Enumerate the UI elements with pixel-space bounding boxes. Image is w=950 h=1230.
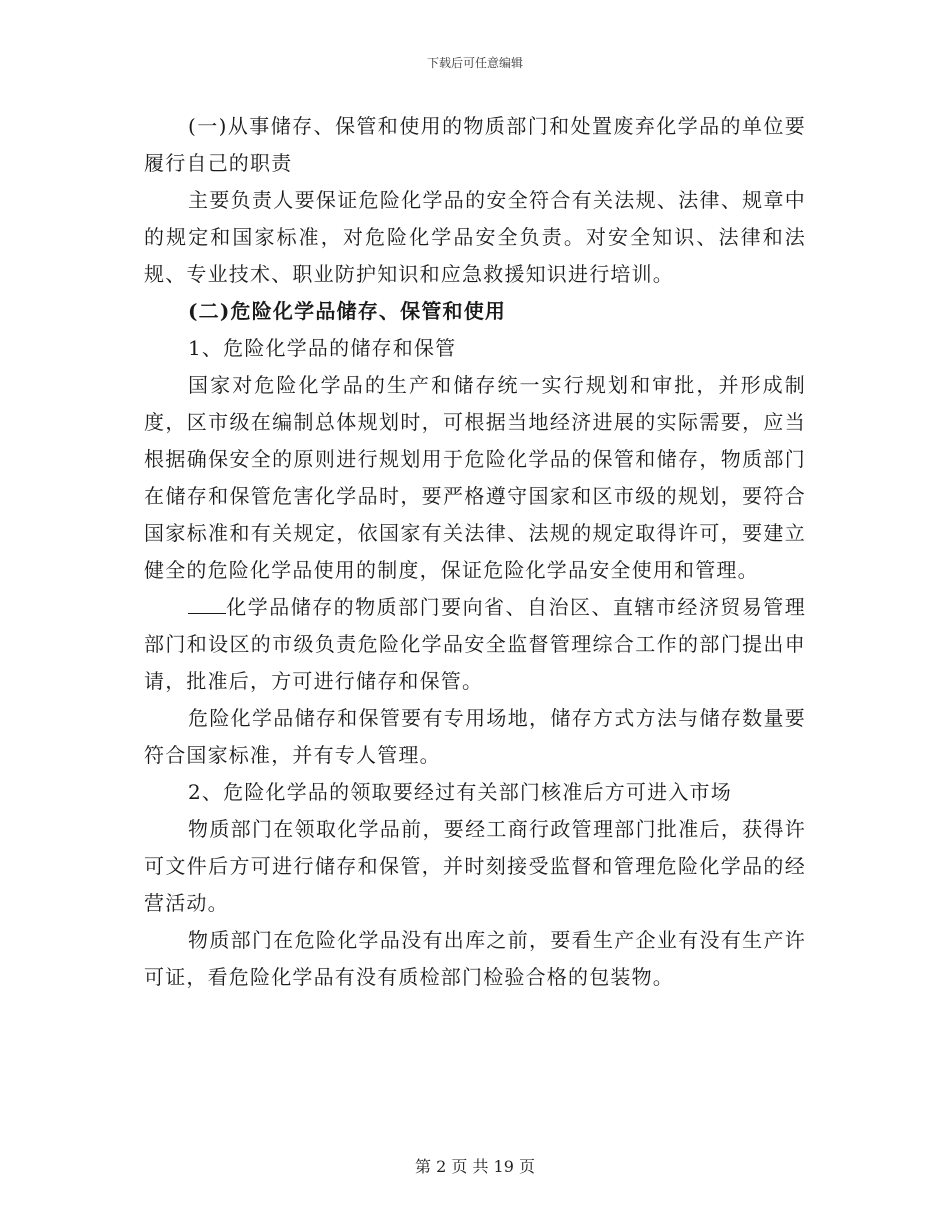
paragraph-responsibility: 主要负责人要保证危险化学品的安全符合有关法规、法律、规章中的规定和国家标准，对危险化学品安全负责。对安全知识、法律和法规、专业技术、职业防护知识和应急救援知识进行培训。 (144, 188, 806, 286)
paragraph-application-text: 化学品储存的物质部门要向省、自治区、直辖市经济贸易管理部门和设区的市级负责危险化学品安全监督管理综合工作的部门提出申请，批准后，方可进行储存和保管。 (144, 595, 806, 693)
fill-in-blank (188, 593, 226, 614)
paragraph-business-license: 物质部门在领取化学品前，要经工商行政管理部门批准后，获得许可文件后方可进行储存和保管，并时刻接受监督和管理危险化学品的经营活动。 (144, 817, 806, 915)
heading-section-2: (二)危险化学品储存、保管和使用 (188, 299, 507, 323)
paragraph-inspection: 物质部门在危险化学品没有出库之前，要看生产企业有没有生产许可证，看危险化学品有没有质检部门检验合格的包装物。 (144, 928, 806, 989)
document-body (144, 108, 806, 996)
paragraph-application (144, 589, 806, 700)
paragraph-storage-site: 危险化学品储存和保管要有专用场地，储存方式方法与储存数量要符合国家标准，并有专人管理。 (144, 706, 806, 767)
page-header: 下载后可任意编辑 (426, 56, 523, 70)
paragraph-planning: 国家对危险化学品的生产和储存统一实行规划和审批，并形成制度，区市级在编制总体规划时，可根据当地经济进展的实际需要，应当根据确保安全的原则进行规划用于危险化学品的保管和储存，物质部门在储存和保管危害化学品时，要严格遵守国家和区市级的规划，要符合国家标准和有关规定，依国家有关法律、法规的规定取得许可，要建立健全的危险化学品使用的制度，保证危险化学品安全使用和管理。 (144, 373, 806, 582)
paragraph-section-1-title: (一)从事储存、保管和使用的物质部门和处置废弃化学品的单位要履行自己的职责 (144, 114, 806, 175)
page-number: 第 2 页 共 19 页 (415, 1157, 535, 1176)
subheading-storage: 1、危险化学品的储存和保管 (188, 336, 457, 360)
subheading-approval: 2、危险化学品的领取要经过有关部门核准后方可进入市场 (188, 780, 732, 804)
